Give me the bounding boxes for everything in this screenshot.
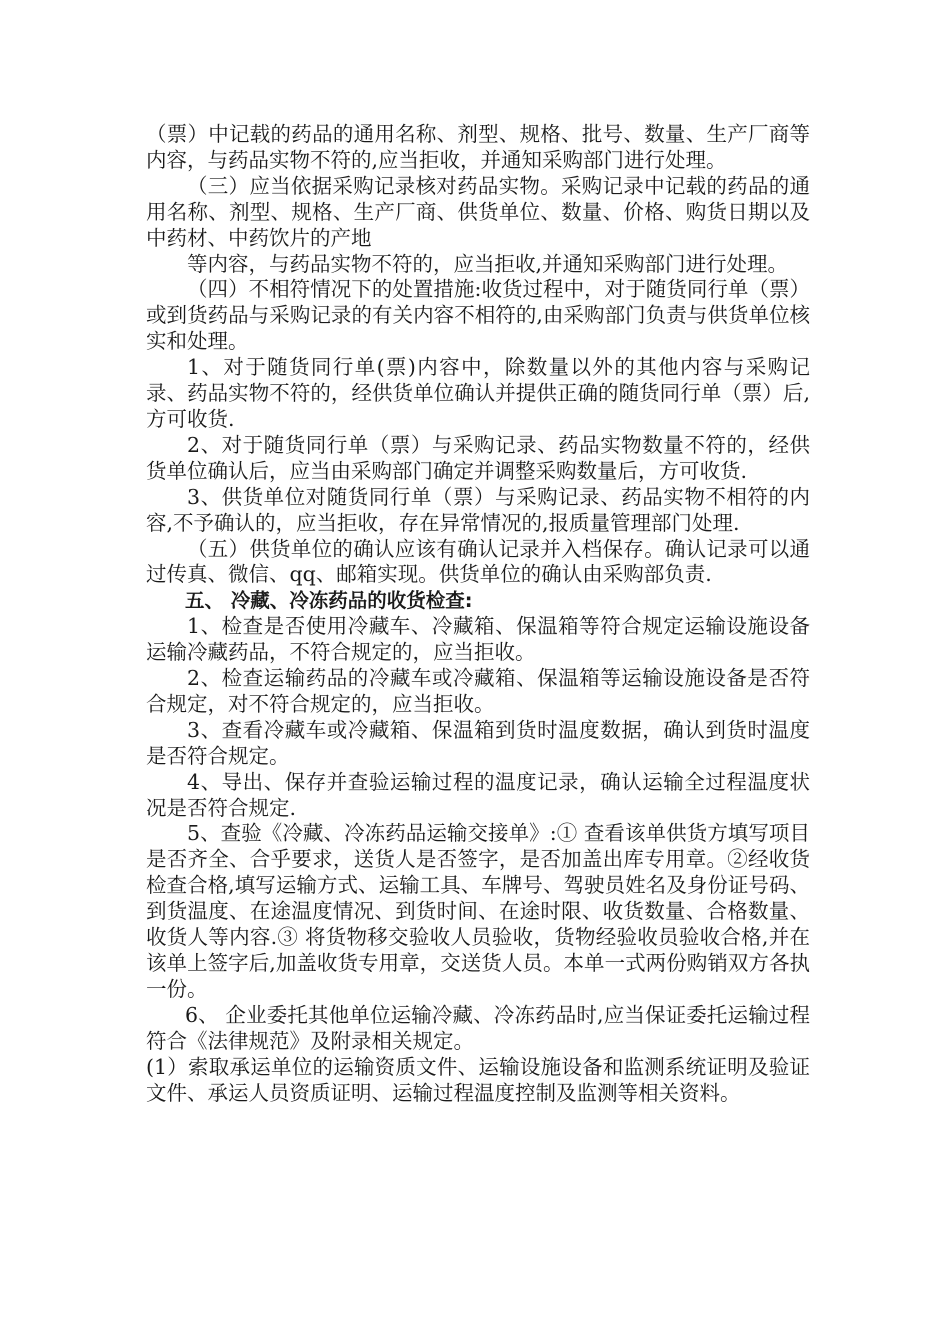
paragraph-cold-item-6: 6、 企业委托其他单位运输冷藏、冷冻药品时,应当保证委托运输过程符合《法律规范》及附录相关规定。 (146, 1002, 810, 1053)
paragraph-section-5-confirmation: （五）供货单位的确认应该有确认记录并入档保存。确认记录可以通过传真、微信、qq、邮箱实现。供货单位的确认由采购部负责. (146, 536, 810, 587)
paragraph-item-3: 3、供货单位对随货同行单（票）与采购记录、药品实物不相符的内容,不予确认的，应当拒收，存在异常情况的,报质量管理部门处理. (146, 484, 810, 535)
paragraph-section-4-mismatch-handling: （四）不相符情况下的处置措施:收货过程中，对于随货同行单（票）或到货药品与采购记录的有关内容不相符的,由采购部门负责与供货单位核实和处理。 (146, 277, 810, 354)
paragraph-section-3-purchase-record: （三）应当依据采购记录核对药品实物。采购记录中记载的药品的通用名称、剂型、规格、生产厂商、供货单位、数量、价格、购货日期以及中药材、中药饮片的产地 (146, 173, 810, 250)
paragraph-section-3-continued: 等内容，与药品实物不符的，应当拒收,并通知采购部门进行处理。 (187, 251, 789, 276)
paragraph-cold-item-1: 1、检查是否使用冷藏车、冷藏箱、保温箱等符合规定运输设施设备运输冷藏药品，不符合规定的，应当拒收。 (146, 614, 810, 665)
section-heading-cold-chain: 五、 冷藏、冷冻药品的收货检查: (185, 589, 473, 613)
paragraph-item-1: 1、对于随货同行单(票)内容中，除数量以外的其他内容与采购记录、药品实物不符的，经供货单位确认并提供正确的随货同行单（票）后,方可收货. (146, 355, 810, 431)
paragraph-cold-item-4: 4、导出、保存并查验运输过程的温度记录，确认运输全过程温度状况是否符合规定. (146, 769, 810, 820)
paragraph-subitem-1: (1）索取承运单位的运输资质文件、运输设施设备和监测系统证明及验证文件、承运人员资质证明、运输过程温度控制及监测等相关资料。 (146, 1054, 810, 1105)
document-page (146, 122, 810, 1106)
paragraph-item-2: 2、对于随货同行单（票）与采购记录、药品实物数量不符的，经供货单位确认后，应当由采购部门确定并调整采购数量后，方可收货. (146, 432, 810, 483)
paragraph-cold-item-2: 2、检查运输药品的冷藏车或冷藏箱、保温箱等运输设施设备是否符合规定，对不符合规定的，应当拒收。 (146, 666, 810, 716)
paragraph-cold-item-3: 3、查看冷藏车或冷藏箱、保温箱到货时温度数据，确认到货时温度是否符合规定。 (146, 717, 810, 768)
paragraph-receipt-mismatch-continued: （票）中记载的药品的通用名称、剂型、规格、批号、数量、生产厂商等内容，与药品实物不符的,应当拒收，并通知采购部门进行处理。 (146, 122, 810, 172)
paragraph-cold-item-5: 5、查验《冷藏、冷冻药品运输交接单》:① 查看该单供货方填写项目是否齐全、合乎要求，送货人是否签字，是否加盖出库专用章。②经收货检查合格,填写运输方式、运输工具、车牌号、驾驶员姓名及身份证号码、到货温度、在途温度情况、到货时间、在途时限、收货数量、合格数量、收货人等内容.③ 将货物移交验收人员验收，货物经验收员验收合格,并在该单上签字后,加盖收货专用章，交送货人员。本单一式两份购销双方各执一份。 (146, 821, 810, 1001)
